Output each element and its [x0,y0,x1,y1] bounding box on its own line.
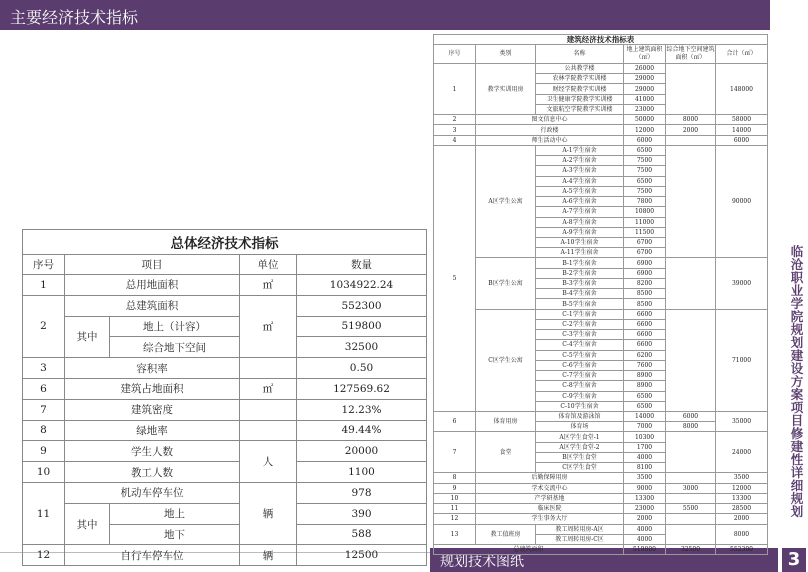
row-area: 6600 [624,330,666,340]
row-name: C-1学生宿舍 [536,309,624,319]
row-area: 6700 [624,237,666,247]
row-name: C-2学生宿舍 [536,319,624,329]
row-area: 29000 [624,84,666,94]
row-area: 8500 [624,289,666,299]
row-total: 148000 [716,64,768,115]
row-name: C-6学生宿舍 [536,360,624,370]
row-area: 10300 [624,432,666,442]
row-value: 127569.62 [297,378,427,399]
row-total: 39000 [716,258,768,309]
table-row [23,441,427,462]
row-name: A-6学生宿舍 [536,197,624,207]
table-row [23,358,427,379]
column-header: 名称 [536,45,624,64]
row-area: 6600 [624,309,666,319]
row-total: 3500 [716,473,768,483]
row-item: 教工人数 [65,462,240,483]
row-underground: 8000 [666,115,716,125]
row-total: 28500 [716,504,768,514]
column-header: 数量 [297,255,427,275]
row-area: 7000 [624,422,666,432]
row-item: 建筑密度 [65,399,240,420]
row-underground [666,473,716,483]
row-name: C-9学生宿舍 [536,391,624,401]
row-area: 6700 [624,248,666,258]
table-row [23,545,427,566]
table-row [434,483,768,493]
row-area: 50000 [624,115,666,125]
row-name: A-8学生宿舍 [536,217,624,227]
row-total: 8000 [716,524,768,544]
table-row [434,145,768,155]
table-row [434,258,768,268]
row-unit: 辆 [240,545,297,566]
table-row [23,420,427,441]
row-area: 29000 [624,74,666,84]
row-area: 41000 [624,94,666,104]
row-unit: 人 [240,441,297,483]
row-name: 图文信息中心 [476,115,624,125]
row-item: 自行车停车位 [65,545,240,566]
row-number: 12 [23,545,65,566]
row-category: C区学生公寓 [476,309,536,411]
page-number: 3 [782,548,806,572]
row-number: 8 [434,473,476,483]
row-area: 7800 [624,197,666,207]
building-indicators-table [433,34,768,555]
row-number: 1 [434,64,476,115]
row-value: 519800 [297,316,427,337]
total-sum: 552300 [716,545,768,555]
table-row [23,482,427,503]
row-name: B-4学生宿舍 [536,289,624,299]
row-name: A-5学生宿舍 [536,186,624,196]
row-underground [666,64,716,115]
row-item: 总用地面积 [65,275,240,296]
total-underground: 32500 [666,545,716,555]
row-name: B-2学生宿舍 [536,268,624,278]
row-category: 教学实训用房 [476,64,536,115]
row-underground [666,493,716,503]
table-row [434,524,768,534]
row-area: 8100 [624,463,666,473]
overall-indicators-table [22,229,427,566]
row-category: B区学生公寓 [476,258,536,309]
footer-label: 规划技术图纸 [440,554,524,570]
row-unit: ㎡ [240,295,297,357]
row-value: 1100 [297,462,427,483]
row-underground [666,145,716,258]
row-number: 11 [434,504,476,514]
sub-label: 其中 [65,316,110,358]
row-unit: ㎡ [240,378,297,399]
row-area: 8500 [624,299,666,309]
row-name: C-4学生宿舍 [536,340,624,350]
column-header: 单位 [240,255,297,275]
row-area: 7500 [624,166,666,176]
table-row [23,378,427,399]
row-total: 71000 [716,309,768,411]
row-number: 4 [434,135,476,145]
row-name: 农林学院教学实训楼 [536,74,624,84]
table-row [23,275,427,296]
row-number: 9 [23,441,65,462]
column-header: 综合地下空间建筑面积（㎡） [666,45,716,64]
row-area: 13300 [624,493,666,503]
row-name: A-10学生宿舍 [536,237,624,247]
total-row [434,545,768,555]
row-area: 6900 [624,268,666,278]
row-value: 20000 [297,441,427,462]
row-area: 6600 [624,319,666,329]
column-header: 项目 [65,255,240,275]
row-area: 6200 [624,350,666,360]
row-area: 7500 [624,156,666,166]
row-name: C-5学生宿舍 [536,350,624,360]
row-underground [666,524,716,544]
total-area: 519800 [624,545,666,555]
row-underground [666,135,716,145]
row-area: 11000 [624,217,666,227]
row-value: 1034922.24 [297,275,427,296]
table-row [434,432,768,442]
row-number: 6 [434,411,476,431]
row-value: 552300 [297,295,427,316]
row-total: 58000 [716,115,768,125]
row-underground: 2000 [666,125,716,135]
row-number: 8 [23,420,65,441]
row-name: 体育馆及游泳馆 [536,411,624,421]
row-number: 10 [23,462,65,483]
row-number: 6 [23,378,65,399]
row-area: 10800 [624,207,666,217]
row-unit: ㎡ [240,275,297,296]
table-row [434,135,768,145]
row-area: 9000 [624,483,666,493]
column-header: 地上建筑面积（㎡） [624,45,666,64]
row-name: A-3学生宿舍 [536,166,624,176]
row-unit [240,358,297,379]
row-category: 食堂 [476,432,536,473]
row-number: 9 [434,483,476,493]
side-panel [778,0,808,572]
row-item: 地上 [110,503,240,524]
row-area: 6500 [624,145,666,155]
row-value: 32500 [297,337,427,358]
project-title-vertical: 临沧职业学院规划建设方案项目修建性详细规划 [789,245,804,518]
column-header: 合计（㎡） [716,45,768,64]
row-underground: 6000 [666,411,716,421]
row-item: 学生人数 [65,441,240,462]
row-total: 35000 [716,411,768,431]
table-row [434,473,768,483]
table-row [434,115,768,125]
row-name: C-8学生宿舍 [536,381,624,391]
row-name: A区学生食堂-1 [536,432,624,442]
row-unit [240,399,297,420]
row-total: 14000 [716,125,768,135]
row-area: 4000 [624,452,666,462]
table-row [434,64,768,74]
row-item: 容积率 [65,358,240,379]
sub-label: 其中 [65,503,110,545]
column-header: 序号 [23,255,65,275]
row-name: 师生活动中心 [476,135,624,145]
row-name: C-7学生宿舍 [536,371,624,381]
table-row [434,514,768,524]
column-header: 类别 [476,45,536,64]
row-unit: 辆 [240,482,297,544]
row-category: 教工值班房 [476,524,536,544]
row-area: 4000 [624,524,666,534]
table-row [434,504,768,514]
row-name: 后勤保障用房 [476,473,624,483]
header-bar [0,0,770,30]
row-value: 49.44% [297,420,427,441]
row-value: 390 [297,503,427,524]
row-item: 地下 [110,524,240,545]
row-number: 2 [23,295,65,357]
table-header-row [434,45,768,64]
row-area: 26000 [624,64,666,74]
row-name: 教工周转用房-A区 [536,524,624,534]
row-area: 8200 [624,278,666,288]
row-name: 体育场 [536,422,624,432]
row-name: A区学生食堂-2 [536,442,624,452]
row-area: 6900 [624,258,666,268]
row-name: A-2学生宿舍 [536,156,624,166]
row-value: 588 [297,524,427,545]
table-row [23,316,427,337]
row-name: 教工周转用房-C区 [536,534,624,544]
row-item: 机动车停车位 [65,482,240,503]
row-name: 公共教学楼 [536,64,624,74]
row-number: 11 [23,482,65,544]
row-underground [666,514,716,524]
row-area: 2000 [624,514,666,524]
row-area: 12000 [624,125,666,135]
table-title: 建筑经济技术指标表 [434,35,768,45]
row-area: 1700 [624,442,666,452]
row-name: B-3学生宿舍 [536,278,624,288]
row-name: A-9学生宿舍 [536,227,624,237]
row-name: A-7学生宿舍 [536,207,624,217]
row-value: 0.50 [297,358,427,379]
row-name: C区学生食堂 [536,463,624,473]
row-underground [666,258,716,309]
row-item: 绿地率 [65,420,240,441]
row-item: 总建筑面积 [65,295,240,316]
row-category: A区学生公寓 [476,145,536,258]
table-row [434,309,768,319]
row-area: 6500 [624,401,666,411]
row-item: 地上（计容） [110,316,240,337]
row-number: 12 [434,514,476,524]
table-header-row [23,255,427,275]
row-area: 6500 [624,176,666,186]
row-area: 6600 [624,340,666,350]
row-area: 8900 [624,371,666,381]
row-area: 7600 [624,360,666,370]
row-underground: 8000 [666,422,716,432]
row-area: 11500 [624,227,666,237]
row-value: 12500 [297,545,427,566]
row-name: 行政楼 [476,125,624,135]
row-name: A-4学生宿舍 [536,176,624,186]
column-header: 序号 [434,45,476,64]
table-row [434,411,768,421]
row-area: 3500 [624,473,666,483]
row-underground [666,432,716,473]
row-total: 90000 [716,145,768,258]
row-area: 23000 [624,504,666,514]
row-value: 12.23% [297,399,427,420]
total-label: 总建筑面积 [434,545,624,555]
row-area: 7500 [624,186,666,196]
row-total: 12000 [716,483,768,493]
row-number: 3 [23,358,65,379]
row-name: A-11学生宿舍 [536,248,624,258]
row-number: 2 [434,115,476,125]
table-title: 总体经济技术指标 [23,230,427,255]
row-number: 7 [434,432,476,473]
row-underground: 3000 [666,483,716,493]
row-number: 13 [434,524,476,544]
row-name: 学术交流中心 [476,483,624,493]
table-row [23,295,427,316]
row-total: 6000 [716,135,768,145]
row-area: 8900 [624,381,666,391]
row-underground: 5500 [666,504,716,514]
row-item: 建筑占地面积 [65,378,240,399]
row-name: A-1学生宿舍 [536,145,624,155]
row-unit [240,420,297,441]
row-name: C-3学生宿舍 [536,330,624,340]
row-name: 临床医院 [476,504,624,514]
row-name: 财经学院教学实训楼 [536,84,624,94]
row-category: 体育用房 [476,411,536,431]
row-area: 23000 [624,104,666,114]
row-name: 产学研基地 [476,493,624,503]
row-number: 7 [23,399,65,420]
row-value: 978 [297,482,427,503]
row-area: 4000 [624,534,666,544]
table-row [23,462,427,483]
table-row [434,493,768,503]
row-area: 6000 [624,135,666,145]
row-name: B区学生食堂 [536,452,624,462]
row-name: B-5学生宿舍 [536,299,624,309]
row-number: 3 [434,125,476,135]
row-name: C-10学生宿舍 [536,401,624,411]
table-row [23,503,427,524]
row-number: 10 [434,493,476,503]
row-item: 综合地下空间 [110,337,240,358]
row-area: 6500 [624,391,666,401]
page-title: 主要经济技术指标 [10,8,139,27]
row-total: 24000 [716,432,768,473]
row-area: 14000 [624,411,666,421]
row-name: 文旅航空学院教学实训楼 [536,104,624,114]
row-number: 5 [434,145,476,411]
row-number: 1 [23,275,65,296]
row-total: 13300 [716,493,768,503]
row-name: 卫生健康学院教学实训楼 [536,94,624,104]
table-row [23,399,427,420]
row-underground [666,309,716,411]
row-name: B-1学生宿舍 [536,258,624,268]
row-total: 2000 [716,514,768,524]
table-row [434,125,768,135]
row-name: 学生事务大厅 [476,514,624,524]
